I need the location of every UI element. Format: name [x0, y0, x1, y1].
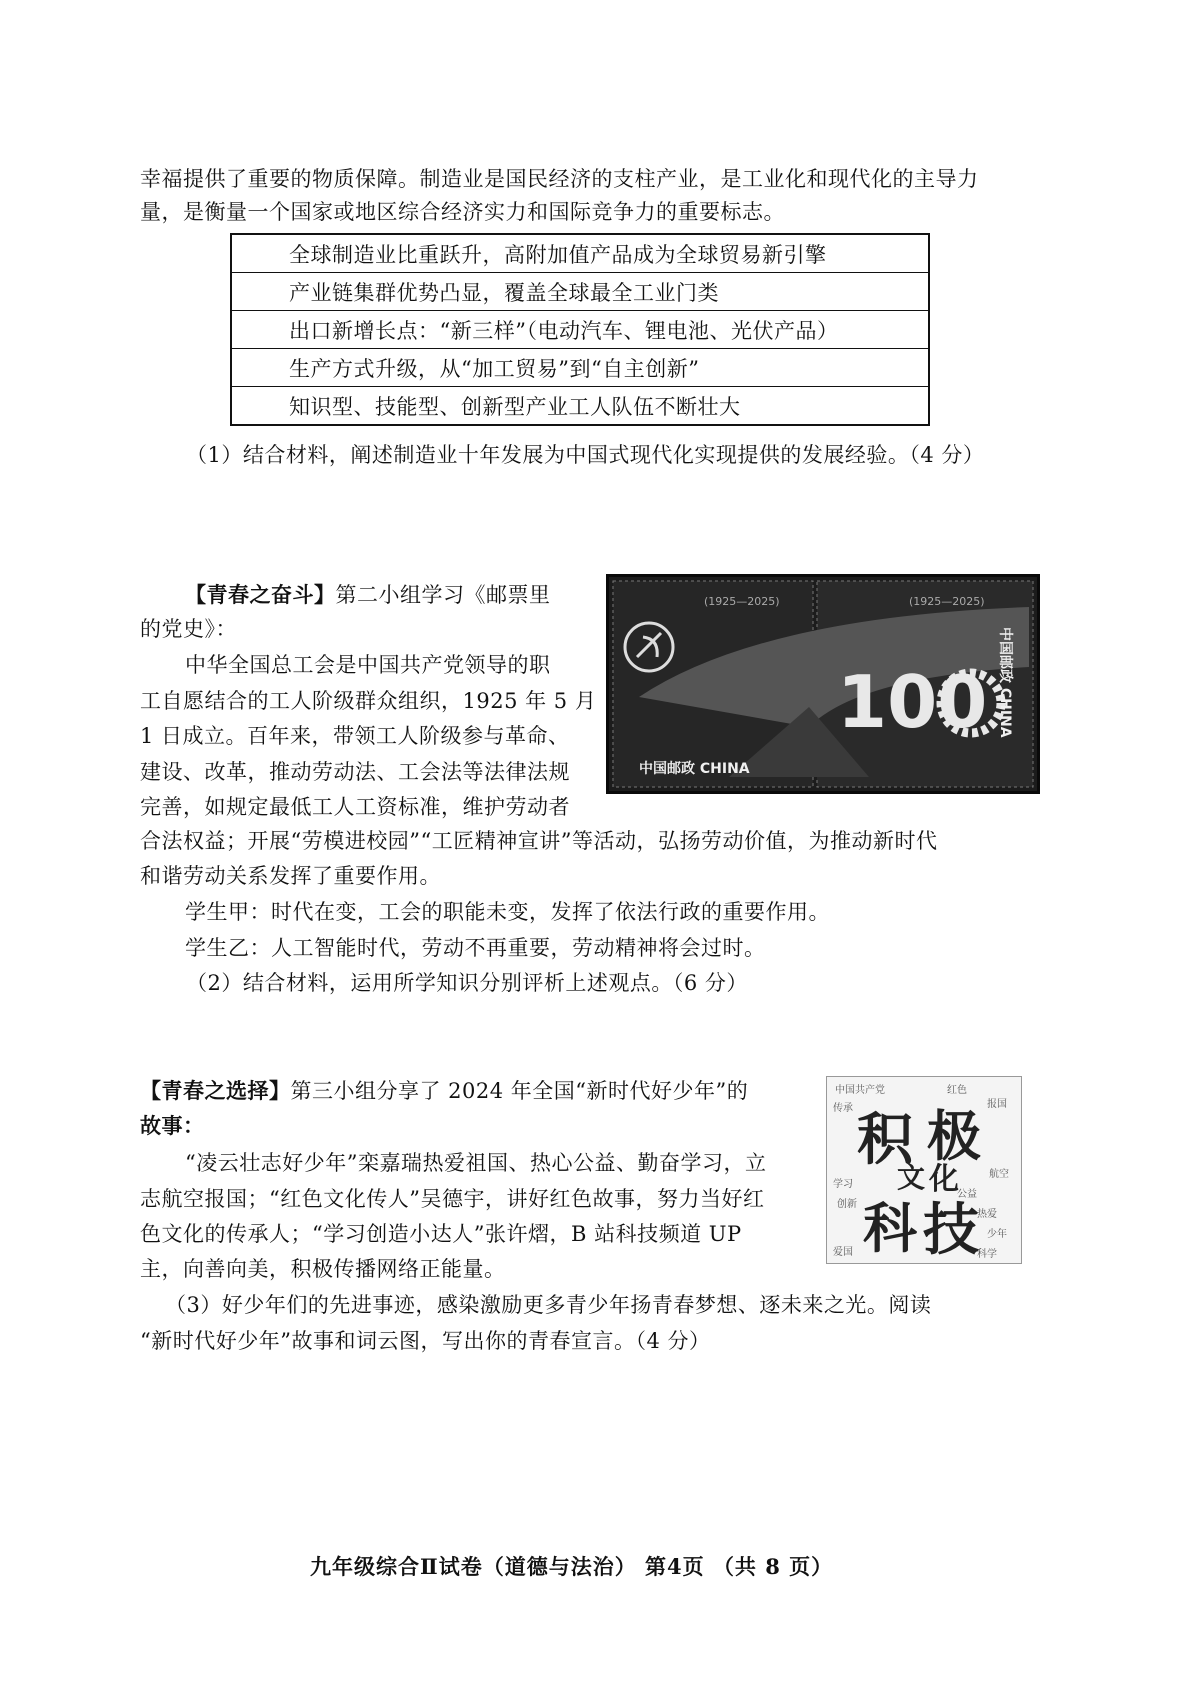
student-a-view: 学生甲：时代在变，工会的职能未变，发挥了依法行政的重要作用。 [185, 900, 830, 924]
section3-line-5: 色文化的传承人；“学习创造小达人”张许熠，B 站科技频道 UP [140, 1222, 742, 1246]
section2-intro: 第二小组学习《邮票里 [335, 583, 551, 607]
section3-line-1 [140, 1076, 748, 1106]
cloud-small-word: 红色 [947, 1085, 967, 1096]
section3-heading: 【青春之选择】 [140, 1078, 291, 1103]
table-cell: 生产方式升级，从“加工贸易”到“自主创新” [231, 349, 929, 387]
section3-line-6: 主，向善向美，积极传播网络正能量。 [140, 1257, 506, 1281]
table-row [231, 311, 929, 349]
cloud-big-word: 积 [857, 1108, 913, 1173]
section3-intro: 第三小组分享了 2024 年全国“新时代好少年”的 [290, 1079, 749, 1103]
cloud-small-word: 少年 [987, 1229, 1007, 1240]
section2-line-5: 1 日成立。百年来，带领工人阶级参与革命、 [140, 724, 570, 748]
table-row [231, 234, 929, 273]
table-row [231, 387, 929, 426]
table-cell: 知识型、技能型、创新型产业工人队伍不断壮大 [231, 387, 929, 426]
table-cell: 全球制造业比重跃升，高附加值产品成为全球贸易新引擎 [231, 234, 929, 273]
cloud-big-word: 技 [923, 1198, 979, 1263]
section3-line-2: 故事： [140, 1113, 205, 1138]
table-cell: 产业链集群优势凸显，覆盖全球最全工业门类 [231, 273, 929, 311]
stamp-post-right: 中国邮政 CHINA [997, 627, 1013, 738]
student-b-view: 学生乙：人工智能时代，劳动不再重要，劳动精神将会过时。 [185, 936, 766, 960]
cloud-small-word: 报国 [987, 1099, 1007, 1110]
stamp-centenary-number: 100 [837, 660, 988, 744]
section2-line-6: 建设、改革，推动劳动法、工会法等法律法规 [140, 760, 570, 784]
stamp-post-left: 中国邮政 CHINA [639, 761, 750, 777]
section2-line-1 [185, 580, 551, 610]
cloud-small-word: 热爱 [977, 1209, 997, 1220]
cloud-big-word: 化 [929, 1162, 959, 1197]
question-3-line-2: “新时代好少年”故事和词云图，写出你的青春宣言。（4 分） [140, 1329, 711, 1353]
cloud-small-word: 公益 [957, 1189, 977, 1200]
section3-line-4: 志航空报国；“红色文化传人”吴德宇，讲好红色故事，努力当好红 [140, 1187, 765, 1211]
page-footer: 九年级综合Ⅱ试卷（道德与法治） 第4页 （共 8 页） [310, 1554, 834, 1579]
section2-heading: 【青春之奋斗】 [185, 582, 336, 607]
section2-line-8: 合法权益；开展“劳模进校园”“工匠精神宣讲”等活动，弘扬劳动价值，为推动新时代 [140, 829, 938, 853]
question-3-line-1: （3）好少年们的先进事迹，感染激励更多青少年扬青春梦想、逐未来之光。阅读 [165, 1293, 932, 1317]
stamp-years-right: (1925—2025) [909, 595, 985, 608]
cloud-small-word: 创新 [837, 1199, 857, 1210]
intro-line-2: 量，是衡量一个国家或地区综合经济实力和国际竞争力的重要标志。 [140, 200, 785, 224]
cloud-small-word: 爱国 [833, 1247, 853, 1258]
manufacturing-achievements-table [230, 233, 930, 426]
cloud-big-word: 文 [897, 1161, 926, 1194]
intro-line-1: 幸福提供了重要的物质保障。制造业是国民经济的支柱产业，是工业化和现代化的主导力 [140, 167, 979, 191]
cloud-small-word: 中国共产党 [835, 1085, 885, 1096]
question-1: （1）结合材料，阐述制造业十年发展为中国式现代化实现提供的发展经验。（4 分） [186, 443, 985, 467]
table-cell: 出口新增长点：“新三样”（电动汽车、锂电池、光伏产品） [231, 311, 929, 349]
cloud-small-word: 航空 [989, 1169, 1009, 1180]
section3-line-3: “凌云壮志好少年”栾嘉瑞热爱祖国、热心公益、勤奋学习，立 [185, 1151, 767, 1175]
section2-line-9: 和谐劳动关系发挥了重要作用。 [140, 864, 441, 888]
union-centenary-stamp-image [606, 574, 1040, 794]
cloud-small-word: 传承 [833, 1103, 853, 1114]
cloud-small-word: 科学 [977, 1249, 997, 1260]
table-row [231, 273, 929, 311]
cloud-big-word: 极 [927, 1105, 981, 1168]
section2-line-2: 的党史》： [140, 617, 237, 641]
section2-line-4: 工自愿结合的工人阶级群众组织，1925 年 5 月 [140, 689, 597, 713]
cloud-small-word: 学习 [833, 1179, 853, 1190]
word-cloud-image [826, 1076, 1022, 1264]
question-2: （2）结合材料，运用所学知识分别评析上述观点。（6 分） [186, 971, 748, 995]
cloud-big-word: 科 [863, 1197, 917, 1260]
section2-line-3: 中华全国总工会是中国共产党领导的职 [185, 653, 551, 677]
table-row [231, 349, 929, 387]
section2-line-7: 完善，如规定最低工人工资标准，维护劳动者 [140, 795, 570, 819]
stamp-years-left: (1925—2025) [704, 595, 780, 608]
